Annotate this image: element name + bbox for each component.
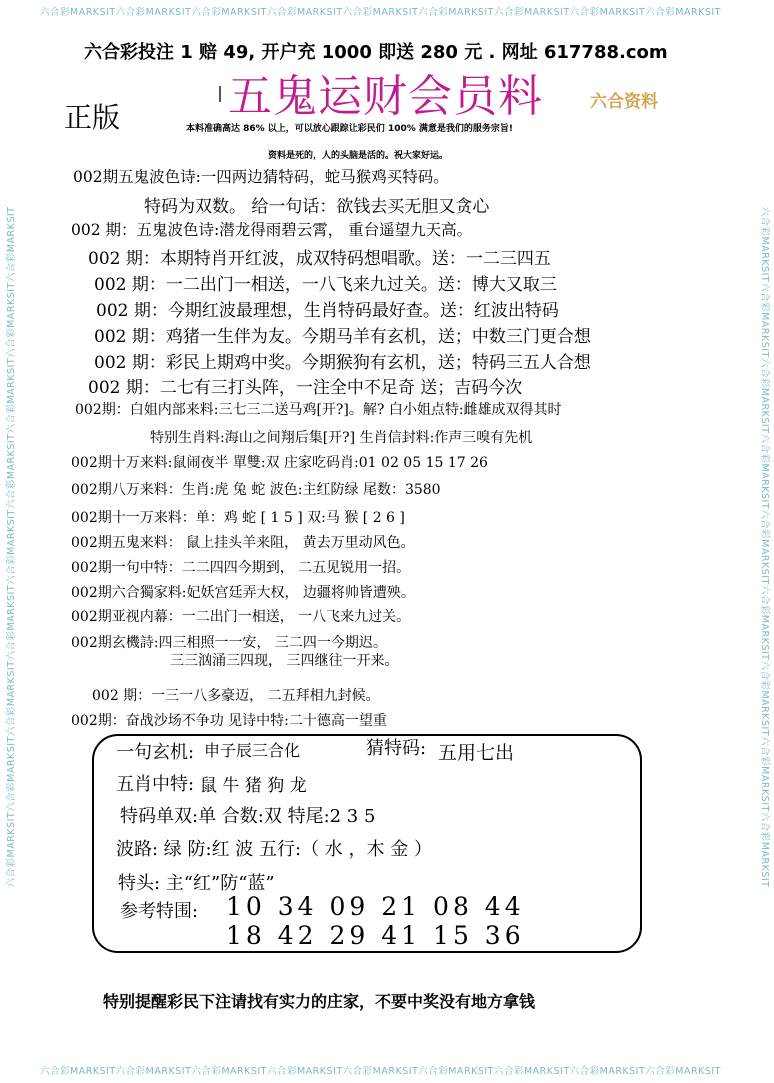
line-4: 002 期：本期特肖开红波，成双特码想唱歌。送：一二三四五 bbox=[88, 249, 551, 269]
line-2: 特码为双数。 给一句话：欲钱去买无胆又贪心 bbox=[144, 197, 490, 217]
watermark-bottom: 六合彩MARKSIT六合彩MARKSIT六合彩MARKSIT六合彩MARKSIT六合彩MARKSIT六合彩MARKSIT六合彩MARKSIT六合彩MARKSIT六合彩MARKSIT bbox=[40, 1066, 721, 1077]
bolu-line: 波路: 绿 防:红 波 五行:（ 水 ，木 金 ） bbox=[116, 839, 432, 860]
line-8: 002 期：彩民上期鸡中奖。今期猴狗有玄机，送；特码三五人合想 bbox=[94, 353, 591, 373]
title-divider bbox=[219, 86, 221, 102]
line-21: 002 期：一三一八多豪迈， 二五拜相九封候。 bbox=[92, 688, 380, 704]
footer-warning: 特别提醒彩民下注请找有实力的庄家，不要中奖没有地方拿钱 bbox=[103, 992, 536, 1011]
line-12: 002期十万来料:鼠闹夜半 單雙:双 庄家吃码肖:01 02 05 15 17 26 bbox=[71, 455, 488, 471]
line-10: 002期：白姐内部来料:三七三二送马鸡[开?]。解? 白小姐点特:雌雄成双得其时 bbox=[75, 402, 562, 418]
tetou-line: 特头: 主“红”防“蓝” bbox=[118, 873, 275, 894]
line-6: 002 期：今期红波最理想，生肖特码最好查。送：红波出特码 bbox=[96, 301, 559, 321]
line-16: 002期一句中特：二二四四今期到， 二五见锐用一招。 bbox=[71, 560, 411, 576]
line-7: 002 期：鸡猪一生伴为友。今期马羊有玄机，送；中数三门更合想 bbox=[94, 327, 591, 347]
line-1: 002期五鬼波色诗:一四两边猜特码，蛇马猴鸡买特码。 bbox=[73, 168, 449, 186]
line-20: 三三汹涌三四现， 三四继往一开来。 bbox=[170, 653, 399, 669]
accuracy-note: 本料准确高达 86% 以上，可以放心跟踪让彩民们 100% 满意是我们的服务宗旨! bbox=[186, 124, 513, 134]
line-15: 002期五鬼来料： 鼠上挂头羊来阻， 黄去万里动风色。 bbox=[71, 535, 415, 551]
line-9: 002 期：二七有三打头阵，一注全中不足奇 送；吉码今次 bbox=[88, 378, 523, 398]
line-13: 002期八万来料：生肖:虎 兔 蛇 波色:主红防绿 尾数：3580 bbox=[71, 482, 441, 498]
line-5: 002 期：一二出门一相送，一八飞来九过关。送：博大又取三 bbox=[94, 275, 557, 295]
title-tag: 六合资料 bbox=[590, 92, 658, 112]
line-3: 002 期：五鬼波色诗:潜龙得雨碧云霄， 重台遥望九天高。 bbox=[71, 221, 473, 239]
luck-note: 资料是死的，人的头脑是活的。祝大家好运。 bbox=[268, 151, 449, 161]
line-18: 002期亚视内幕：一二出门一相送， 一八飞来九过关。 bbox=[71, 609, 411, 625]
guess-value: 五用七出 bbox=[438, 742, 515, 764]
line-11: 特别生肖料:海山之间翔后集[开?] 生肖信封料:作声三嗅有先机 bbox=[150, 430, 533, 446]
line-14: 002期十一万来料：单：鸡 蛇 [ 1 5 ] 双:马 猴 [ 2 6 ] bbox=[71, 510, 405, 526]
ref-row-2: 18 42 29 41 15 36 bbox=[226, 921, 525, 950]
yiju-label: 一句玄机: bbox=[116, 742, 195, 763]
danshuang-line: 特码单双:单 合数:双 特尾:2 3 5 bbox=[120, 806, 376, 827]
line-22: 002期：奋战沙场不争功 见诗中特:二十德高一望重 bbox=[71, 713, 387, 729]
line-17: 002期六合獨家料:妃妖宫廷弄大权， 边疆将帅皆遭殃。 bbox=[71, 585, 415, 601]
ref-label: 参考特围: bbox=[120, 901, 199, 922]
yiju-value: 申子辰三合化 bbox=[204, 741, 301, 760]
zhengban-label: 正版 bbox=[64, 101, 121, 134]
line-19: 002期玄機詩:四三相照一一安， 三二四一今期迟。 bbox=[71, 635, 387, 651]
wuxiao-value: 鼠 牛 猪 狗 龙 bbox=[200, 776, 307, 796]
ref-row-1: 10 34 09 21 08 44 bbox=[226, 892, 525, 921]
page-title: 五鬼运财会员料 bbox=[228, 71, 543, 122]
watermark-left: 六合彩MARKSIT六合彩MARKSIT六合彩MARKSIT六合彩MARKSIT六合彩MARKSIT六合彩MARKSIT六合彩MARKSIT六合彩MARKSIT六合彩MARKSIT bbox=[6, 206, 17, 888]
watermark-top: 六合彩MARKSIT六合彩MARKSIT六合彩MARKSIT六合彩MARKSIT六合彩MARKSIT六合彩MARKSIT六合彩MARKSIT六合彩MARKSIT六合彩MARKSIT bbox=[40, 7, 721, 18]
wuxiao-label: 五肖中特: bbox=[116, 774, 195, 795]
guess-label: 猜特码: bbox=[366, 738, 427, 759]
ad-line: 六合彩投注 1 赔 49, 开户充 1000 即送 280 元 . 网址 617788.com bbox=[84, 42, 668, 63]
watermark-right: 六合彩MARKSIT六合彩MARKSIT六合彩MARKSIT六合彩MARKSIT六合彩MARKSIT六合彩MARKSIT六合彩MARKSIT六合彩MARKSIT六合彩MARKSIT bbox=[759, 206, 770, 888]
